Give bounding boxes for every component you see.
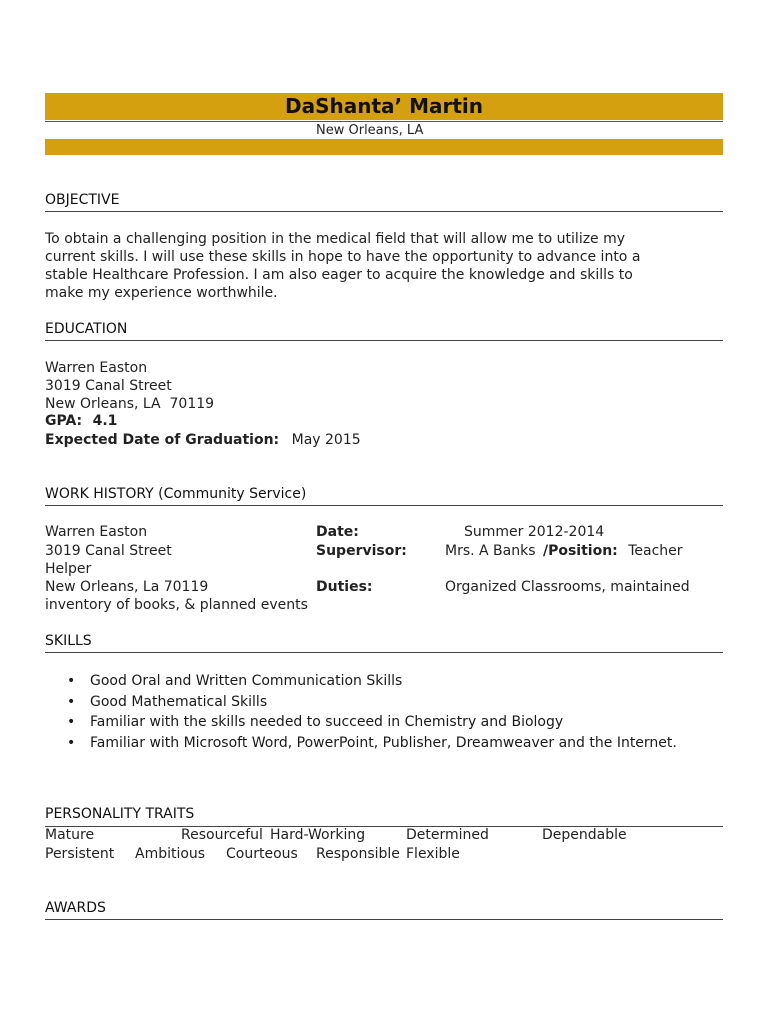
objective-line: current skills. I will use these skills in hope to have the opportunity to advance into a xyxy=(45,249,641,265)
awards-heading: AWARDS xyxy=(45,900,106,916)
header-accent-bar xyxy=(45,139,723,155)
objective-line: stable Healthcare Profession. I am also eager to acquire the knowledge and skills to xyxy=(45,267,633,283)
trait: Hard-Working xyxy=(270,827,366,843)
work-duties-label: Duties: xyxy=(316,579,373,595)
work-date-label: Date: xyxy=(316,524,359,540)
skills-heading: SKILLS xyxy=(45,633,92,649)
trait: Dependable xyxy=(542,827,627,843)
objective-line: To obtain a challenging position in the medical field that will allow me to utilize my xyxy=(45,231,626,247)
gpa-value: 4.1 xyxy=(92,413,118,429)
work-employer: Warren Easton xyxy=(45,524,148,540)
work-duties-value: Organized Classrooms, maintained xyxy=(445,579,690,595)
graduation-label: Expected Date of Graduation: xyxy=(45,432,280,448)
education-heading: EDUCATION xyxy=(45,321,128,337)
skill-text: Good Oral and Written Communication Skills xyxy=(90,673,403,689)
objective-paragraph xyxy=(45,230,735,302)
objective-rule xyxy=(45,211,723,212)
skill-item xyxy=(45,733,745,754)
trait: Resourceful xyxy=(181,827,263,843)
work-duties-continuation: inventory of books, & planned events xyxy=(45,597,308,613)
skills-list-wrapper xyxy=(45,671,745,753)
education-city: New Orleans, LA 70119 xyxy=(45,396,215,412)
work-rule xyxy=(45,505,723,506)
header-divider xyxy=(45,121,723,122)
trait: Mature xyxy=(45,827,95,843)
objective-line: make my experience worthwhile. xyxy=(45,285,278,301)
work-street: 3019 Canal Street xyxy=(45,543,172,559)
trait: Flexible xyxy=(406,846,460,862)
objective-heading: OBJECTIVE xyxy=(45,192,120,208)
awards-rule xyxy=(45,919,723,920)
work-position-continuation: Helper xyxy=(45,561,92,577)
graduation-value: May 2015 xyxy=(291,432,361,448)
trait: Courteous xyxy=(226,846,298,862)
education-street: 3019 Canal Street xyxy=(45,378,172,394)
bullet-icon: • xyxy=(67,693,76,710)
skill-text: Good Mathematical Skills xyxy=(90,693,268,710)
work-city: New Orleans, La 70119 xyxy=(45,579,209,595)
skill-item xyxy=(45,712,745,733)
gpa-row xyxy=(45,412,117,430)
trait: Ambitious xyxy=(135,846,206,862)
candidate-name: DaShanta’ Martin xyxy=(284,94,483,118)
trait: Responsible xyxy=(316,846,400,862)
work-heading: WORK HISTORY (Community Service) xyxy=(45,486,307,502)
traits-heading: PERSONALITY TRAITS xyxy=(45,806,195,822)
bullet-icon: • xyxy=(67,673,76,689)
work-supervisor-row xyxy=(445,542,683,560)
skill-text: Familiar with Microsoft Word, PowerPoint, Publisher, Dreamweaver and the Internet. xyxy=(90,734,677,751)
work-position-value: Teacher xyxy=(628,543,683,559)
bullet-icon: • xyxy=(67,734,76,751)
work-supervisor-value: Mrs. A Banks xyxy=(445,543,536,559)
candidate-location: New Orleans, LA xyxy=(316,123,424,138)
skill-text: Familiar with the skills needed to succeed in Chemistry and Biology xyxy=(90,714,564,730)
work-date-value: Summer 2012-2014 xyxy=(464,524,605,540)
education-rule xyxy=(45,340,723,341)
work-supervisor-label: Supervisor: xyxy=(316,543,407,559)
graduation-row xyxy=(45,431,361,449)
education-school: Warren Easton xyxy=(45,360,148,376)
gpa-label: GPA: xyxy=(45,413,83,429)
skill-item xyxy=(45,692,745,713)
skills-list xyxy=(45,671,745,753)
trait: Persistent xyxy=(45,846,115,862)
trait: Determined xyxy=(406,827,489,843)
work-position-label: /Position: xyxy=(542,543,618,559)
skill-item xyxy=(45,671,745,692)
skills-rule xyxy=(45,652,723,653)
bullet-icon: • xyxy=(67,714,76,730)
